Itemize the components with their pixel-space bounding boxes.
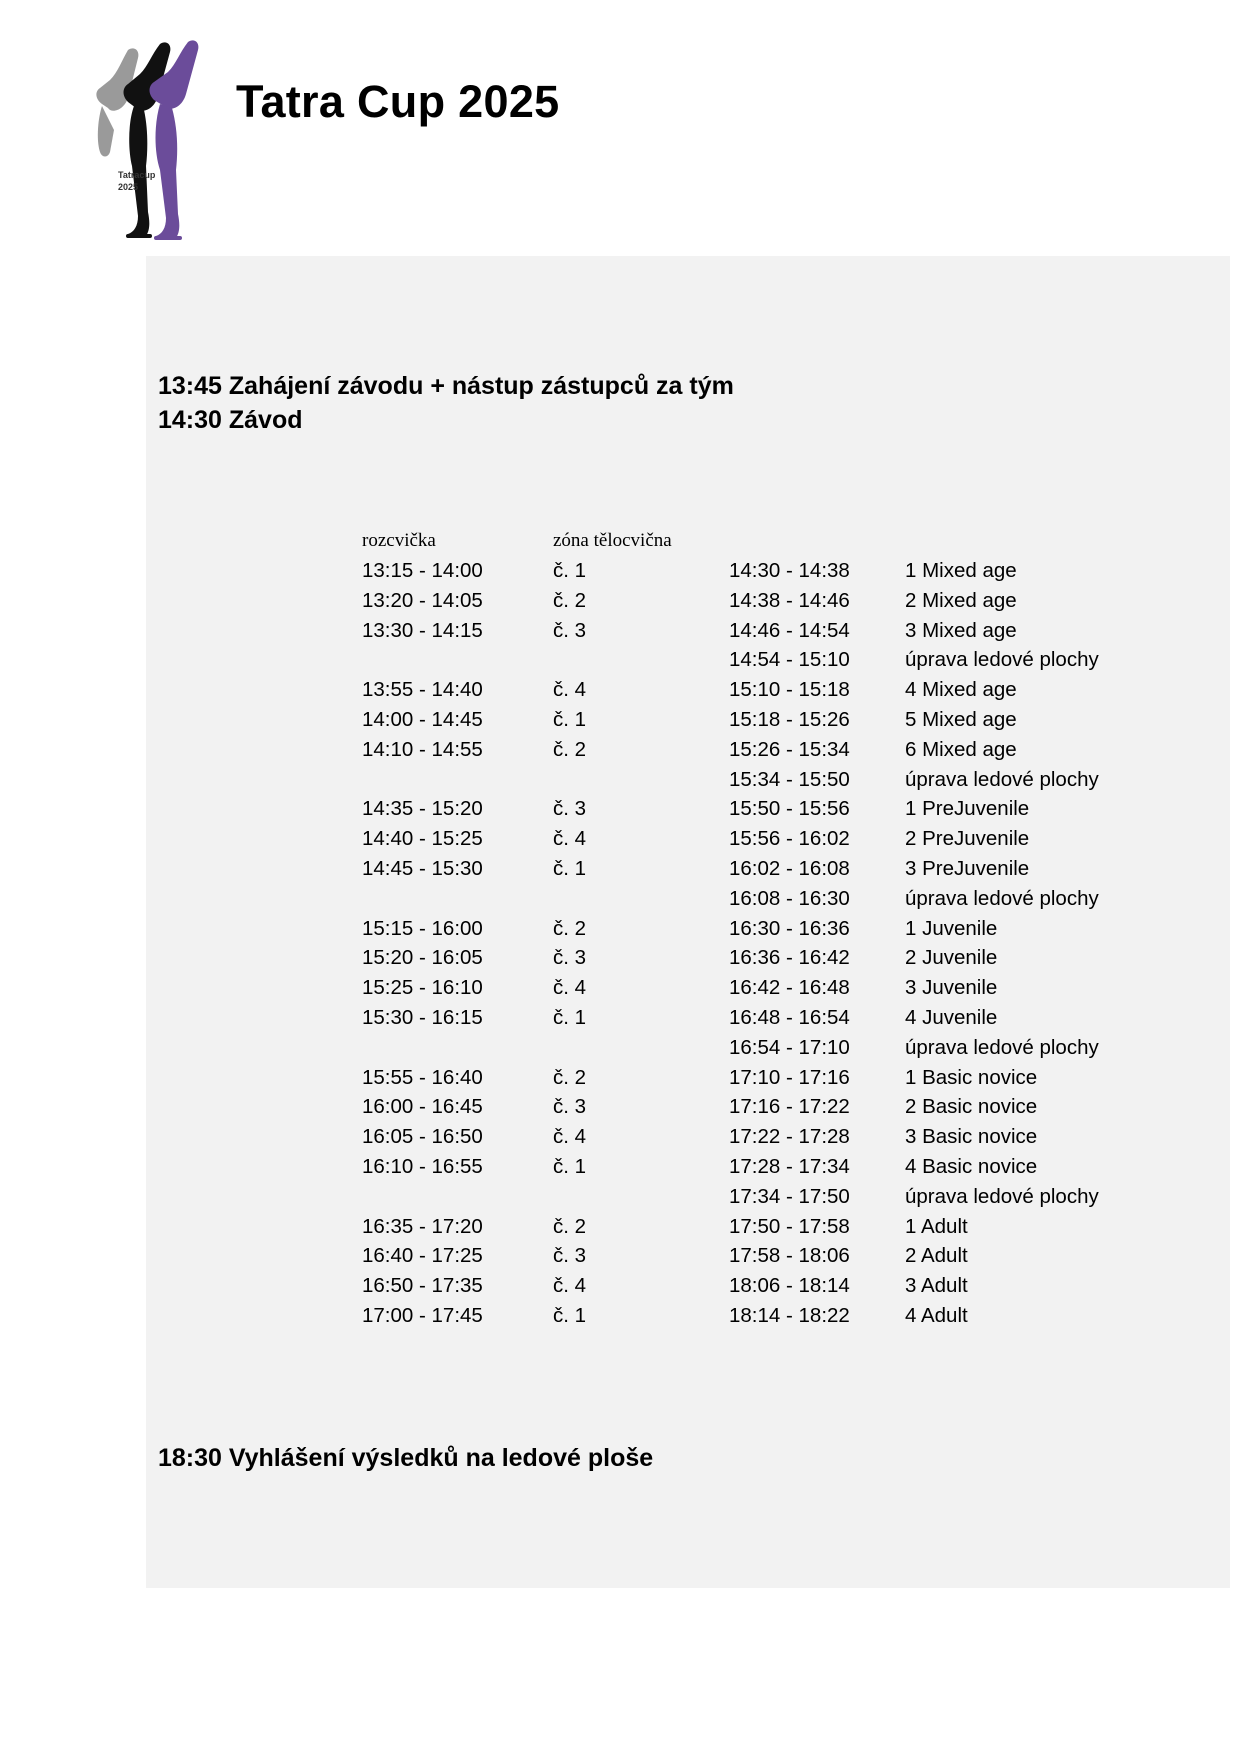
warmup-cell: 16:40 - 17:25 (362, 1244, 483, 1268)
event-cell: 4 Juvenile (905, 1005, 998, 1029)
event-cell: 2 Adult (905, 1244, 968, 1268)
event-cell: 5 Mixed age (905, 707, 1017, 731)
zone-cell: č. 4 (553, 827, 587, 851)
event-cell: 2 Juvenile (905, 946, 998, 970)
event-cell: 3 Basic novice (905, 1125, 1038, 1149)
tatracup-logo (88, 40, 208, 250)
time-slot-cell: 17:28 - 17:34 (729, 1154, 850, 1178)
event-cell: 2 Mixed age (905, 588, 1017, 612)
time-slot-cell: 17:50 - 17:58 (729, 1214, 850, 1238)
zone-cell: č. 3 (553, 1095, 587, 1119)
time-slot-cell: 14:30 - 14:38 (729, 559, 850, 582)
warmup-cell: 14:00 - 14:45 (362, 707, 483, 731)
event-cell: 4 Basic novice (905, 1154, 1038, 1178)
time-slot-cell: 14:46 - 14:54 (729, 618, 850, 642)
warmup-cell: 13:30 - 14:15 (362, 618, 483, 642)
event-cell: 3 Mixed age (905, 618, 1017, 642)
warmup-cell: 15:20 - 16:05 (362, 946, 483, 970)
event-cell: 3 Adult (905, 1274, 968, 1298)
time-slot-cell: 14:38 - 14:46 (729, 588, 850, 612)
event-cell: 1 Adult (905, 1214, 968, 1238)
zone-cell: č. 2 (553, 1065, 587, 1089)
warmup-cell: 16:35 - 17:20 (362, 1214, 483, 1238)
zone-cell: č. 4 (553, 1125, 587, 1149)
event-cell: 1 Juvenile (905, 916, 998, 940)
warmup-cell: 13:15 - 14:00 (362, 559, 483, 582)
time-slot-cell: 15:18 - 15:26 (729, 707, 850, 731)
logo-text-line1: Tatracup (118, 170, 156, 180)
warmup-cell: 13:20 - 14:05 (362, 588, 483, 612)
time-slot-cell: 15:34 - 15:50 (729, 767, 850, 791)
event-cell: úprava ledové plochy (905, 767, 1099, 791)
time-slot-cell: 16:08 - 16:30 (729, 886, 850, 910)
time-slot-cell: 14:54 - 15:10 (729, 648, 850, 672)
time-slot-cell: 15:56 - 16:02 (729, 827, 850, 851)
zone-cell: č. 3 (553, 618, 587, 642)
time-slot-cell: 15:50 - 15:56 (729, 797, 850, 821)
time-slot-cell: 16:42 - 16:48 (729, 976, 850, 1000)
warmup-cell: 14:40 - 15:25 (362, 827, 483, 851)
zone-cell: č. 2 (553, 916, 587, 940)
time-slot-cell: 17:22 - 17:28 (729, 1125, 850, 1149)
time-slot-cell: 16:36 - 16:42 (729, 946, 850, 970)
closing-line-awards: 18:30 Vyhlášení výsledků na ledové ploše (158, 1444, 654, 1472)
zone-cell: č. 1 (553, 707, 587, 731)
time-slot-cell: 16:54 - 17:10 (729, 1035, 850, 1059)
zone-cell: č. 4 (553, 1274, 587, 1298)
warmup-cell: 16:50 - 17:35 (362, 1274, 483, 1298)
zone-cell: č. 1 (553, 1303, 587, 1327)
time-slot-cell: 18:06 - 18:14 (729, 1274, 850, 1298)
event-cell: 1 Mixed age (905, 559, 1017, 582)
zone-cell: č. 4 (553, 678, 587, 702)
event-cell: 2 PreJuvenile (905, 827, 1030, 851)
warmup-cell: 13:55 - 14:40 (362, 678, 483, 702)
logo-text-line2: 2025 (118, 182, 139, 192)
event-cell: 6 Mixed age (905, 737, 1017, 761)
zone-cell: č. 4 (553, 976, 587, 1000)
time-slot-cell: 16:02 - 16:08 (729, 856, 850, 880)
zone-cell: č. 3 (553, 946, 587, 970)
time-slot-cell: 15:26 - 15:34 (729, 737, 850, 761)
warmup-cell: 14:10 - 14:55 (362, 737, 483, 761)
column-header-zone: zóna tělocvična (553, 530, 672, 551)
event-cell: 1 PreJuvenile (905, 797, 1030, 821)
intro-line-race: 14:30 Závod (158, 406, 303, 434)
warmup-cell: 15:25 - 16:10 (362, 976, 483, 1000)
time-slot-cell: 17:10 - 17:16 (729, 1065, 850, 1089)
warmup-cell: 14:45 - 15:30 (362, 856, 483, 880)
warmup-cell: 14:35 - 15:20 (362, 797, 483, 821)
zone-cell: č. 2 (553, 737, 587, 761)
schedule-panel (146, 256, 1230, 1588)
time-slot-cell: 17:34 - 17:50 (729, 1184, 850, 1208)
zone-cell: č. 3 (553, 1244, 587, 1268)
time-slot-cell: 16:48 - 16:54 (729, 1005, 850, 1029)
warmup-cell: 16:05 - 16:50 (362, 1125, 483, 1149)
event-cell: úprava ledové plochy (905, 1184, 1099, 1208)
warmup-cell: 15:15 - 16:00 (362, 916, 483, 940)
time-slot-cell: 15:10 - 15:18 (729, 678, 850, 702)
column-header-warmup: rozcvička (362, 530, 436, 551)
event-cell: 4 Adult (905, 1303, 968, 1327)
zone-cell: č. 1 (553, 1005, 587, 1029)
event-cell: 3 Juvenile (905, 976, 998, 1000)
event-cell: 3 PreJuvenile (905, 856, 1030, 880)
zone-cell: č. 1 (553, 1154, 587, 1178)
time-slot-cell: 16:30 - 16:36 (729, 916, 850, 940)
event-cell: 2 Basic novice (905, 1095, 1038, 1119)
time-slot-cell: 17:16 - 17:22 (729, 1095, 850, 1119)
zone-cell: č. 2 (553, 588, 587, 612)
page-title: Tatra Cup 2025 (236, 76, 560, 127)
time-slot-cell: 17:58 - 18:06 (729, 1244, 850, 1268)
warmup-cell: 16:10 - 16:55 (362, 1154, 483, 1178)
zone-cell: č. 1 (553, 856, 587, 880)
zone-cell: č. 1 (553, 559, 587, 582)
event-cell: 4 Mixed age (905, 678, 1017, 702)
event-cell: úprava ledové plochy (905, 886, 1099, 910)
warmup-cell: 15:30 - 16:15 (362, 1005, 483, 1029)
warmup-cell: 17:00 - 17:45 (362, 1303, 483, 1327)
intro-line-opening: 13:45 Zahájení závodu + nástup zástupců za tým (158, 372, 734, 400)
zone-cell: č. 2 (553, 1214, 587, 1238)
event-cell: 1 Basic novice (905, 1065, 1038, 1089)
time-slot-cell: 18:14 - 18:22 (729, 1303, 850, 1327)
warmup-cell: 15:55 - 16:40 (362, 1065, 483, 1089)
event-cell: úprava ledové plochy (905, 1035, 1099, 1059)
event-cell: úprava ledové plochy (905, 648, 1099, 672)
zone-cell: č. 3 (553, 797, 587, 821)
warmup-cell: 16:00 - 16:45 (362, 1095, 483, 1119)
